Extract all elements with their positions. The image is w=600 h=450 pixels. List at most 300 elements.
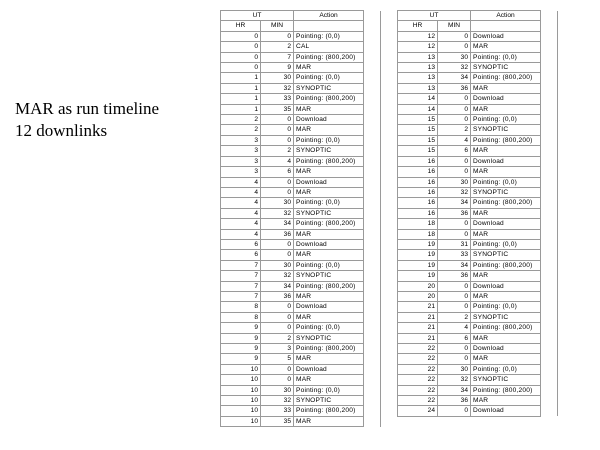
gutter-cell	[364, 354, 381, 364]
table-row	[221, 416, 381, 426]
gutter-cell	[541, 219, 558, 229]
table-row	[221, 83, 381, 93]
minute-cell: 0	[438, 156, 471, 166]
gutter-cell	[364, 396, 381, 406]
gutter-cell	[541, 364, 558, 374]
table-row	[221, 396, 381, 406]
action-cell: SYNOPTIC	[294, 83, 364, 93]
gutter-cell	[541, 208, 558, 218]
minute-cell: 2	[261, 146, 294, 156]
hour-cell: 3	[221, 135, 261, 145]
hour-cell: 19	[398, 260, 438, 270]
hour-cell: 13	[398, 83, 438, 93]
table-row	[221, 208, 381, 218]
minute-cell: 2	[438, 312, 471, 322]
hour-cell: 12	[398, 42, 438, 52]
timeline-body-left	[221, 31, 381, 426]
hour-cell: 10	[221, 406, 261, 416]
action-cell: Pointing: (0,0)	[471, 302, 541, 312]
action-cell: SYNOPTIC	[294, 146, 364, 156]
action-cell: SYNOPTIC	[294, 396, 364, 406]
table-row	[398, 396, 558, 406]
timeline-table-right	[397, 10, 558, 417]
minute-cell: 0	[438, 281, 471, 291]
table-row	[221, 52, 381, 62]
action-cell: Download	[471, 219, 541, 229]
action-cell: Pointing: (0,0)	[471, 177, 541, 187]
minute-cell: 0	[438, 31, 471, 41]
gutter-cell	[364, 239, 381, 249]
hour-cell: 16	[398, 198, 438, 208]
table-row	[398, 187, 558, 197]
action-cell: Pointing: (0,0)	[471, 239, 541, 249]
action-cell: MAR	[294, 187, 364, 197]
minute-cell: 36	[261, 229, 294, 239]
hour-cell: 9	[221, 354, 261, 364]
hour-cell: 16	[398, 208, 438, 218]
gutter-cell	[541, 354, 558, 364]
action-cell: Pointing: (800,200)	[294, 156, 364, 166]
hour-cell: 10	[221, 416, 261, 426]
table-row	[398, 135, 558, 145]
action-cell: Pointing: (800,200)	[294, 344, 364, 354]
hour-cell: 14	[398, 94, 438, 104]
table-row	[221, 31, 381, 41]
action-cell: MAR	[471, 396, 541, 406]
gutter-cell	[541, 104, 558, 114]
gutter-cell	[541, 31, 558, 41]
gutter-cell	[541, 177, 558, 187]
gutter-cell	[364, 260, 381, 270]
hour-cell: 10	[221, 396, 261, 406]
action-cell: Pointing: (0,0)	[294, 135, 364, 145]
hour-cell: 24	[398, 406, 438, 416]
hour-cell: 13	[398, 52, 438, 62]
action-cell: SYNOPTIC	[471, 312, 541, 322]
minute-cell: 3	[261, 344, 294, 354]
gutter-cell	[364, 115, 381, 125]
action-cell: Pointing: (0,0)	[471, 52, 541, 62]
minute-cell: 32	[438, 187, 471, 197]
gutter-cell	[364, 42, 381, 52]
hour-cell: 7	[221, 260, 261, 270]
gutter-cell	[364, 125, 381, 135]
gutter-cell	[364, 281, 381, 291]
action-cell: MAR	[471, 291, 541, 301]
hour-cell: 9	[221, 323, 261, 333]
gutter-cell	[541, 156, 558, 166]
gutter-cell	[364, 229, 381, 239]
hour-cell: 4	[221, 177, 261, 187]
table-row	[398, 115, 558, 125]
action-cell: SYNOPTIC	[294, 333, 364, 343]
gutter-cell	[364, 312, 381, 322]
action-cell: Pointing: (0,0)	[294, 198, 364, 208]
table-row	[398, 260, 558, 270]
action-cell: SYNOPTIC	[294, 208, 364, 218]
table-row	[221, 125, 381, 135]
table-row	[398, 63, 558, 73]
table-row	[398, 125, 558, 135]
hour-cell: 18	[398, 229, 438, 239]
table-row	[398, 198, 558, 208]
hour-cell: 16	[398, 177, 438, 187]
table-row	[221, 312, 381, 322]
hour-cell: 14	[398, 104, 438, 114]
hour-cell: 10	[221, 364, 261, 374]
minute-cell: 32	[438, 63, 471, 73]
minute-cell: 30	[438, 364, 471, 374]
gutter-cell	[364, 156, 381, 166]
minute-cell: 0	[261, 31, 294, 41]
gutter-cell	[541, 63, 558, 73]
action-subheader	[294, 21, 364, 31]
minute-cell: 0	[261, 250, 294, 260]
minute-cell: 32	[261, 271, 294, 281]
gutter-cell	[541, 135, 558, 145]
gutter-cell	[364, 198, 381, 208]
action-cell: MAR	[471, 229, 541, 239]
minute-cell: 0	[261, 187, 294, 197]
action-cell: Download	[294, 302, 364, 312]
minute-cell: 34	[438, 385, 471, 395]
action-cell: SYNOPTIC	[471, 63, 541, 73]
minute-cell: 32	[261, 396, 294, 406]
minute-cell: 0	[261, 364, 294, 374]
table-row	[398, 177, 558, 187]
hour-cell: 4	[221, 219, 261, 229]
action-cell: Pointing: (800,200)	[471, 385, 541, 395]
hour-cell: 1	[221, 94, 261, 104]
gutter-cell	[541, 281, 558, 291]
table-row	[398, 323, 558, 333]
gutter-cell	[541, 146, 558, 156]
gutter-cell	[364, 11, 381, 21]
action-cell: MAR	[294, 354, 364, 364]
minute-cell: 0	[438, 219, 471, 229]
hour-cell: 6	[221, 250, 261, 260]
table-row	[398, 104, 558, 114]
gutter-cell	[541, 21, 558, 31]
hour-cell: 19	[398, 271, 438, 281]
minute-cell: 0	[438, 344, 471, 354]
gutter-cell	[541, 11, 558, 21]
hour-cell: 13	[398, 63, 438, 73]
table-row	[221, 229, 381, 239]
minute-cell: 2	[261, 333, 294, 343]
table-row	[221, 239, 381, 249]
minute-cell: 30	[261, 73, 294, 83]
table-row	[398, 239, 558, 249]
minute-cell: 7	[261, 52, 294, 62]
action-cell: Download	[471, 156, 541, 166]
action-cell: Download	[294, 364, 364, 374]
gutter-cell	[541, 385, 558, 395]
minute-cell: 32	[438, 375, 471, 385]
slide-caption	[15, 98, 159, 142]
minute-cell: 0	[261, 375, 294, 385]
table-row	[221, 187, 381, 197]
gutter-cell	[364, 135, 381, 145]
action-cell: Pointing: (800,200)	[471, 135, 541, 145]
action-cell: MAR	[294, 63, 364, 73]
hour-cell: 7	[221, 281, 261, 291]
table-row	[221, 177, 381, 187]
action-cell: Pointing: (0,0)	[294, 73, 364, 83]
action-cell: Pointing: (800,200)	[294, 281, 364, 291]
hour-cell: 9	[221, 333, 261, 343]
gutter-cell	[364, 167, 381, 177]
table-row	[398, 31, 558, 41]
gutter-cell	[364, 375, 381, 385]
hour-cell: 0	[221, 31, 261, 41]
minute-cell: 30	[261, 198, 294, 208]
action-cell: MAR	[471, 208, 541, 218]
min-header: MIN	[438, 21, 471, 31]
table-row	[398, 302, 558, 312]
action-cell: Pointing: (800,200)	[471, 73, 541, 83]
minute-cell: 5	[261, 354, 294, 364]
minute-cell: 34	[438, 73, 471, 83]
action-cell: Pointing: (800,200)	[294, 94, 364, 104]
minute-cell: 36	[438, 396, 471, 406]
action-cell: MAR	[471, 333, 541, 343]
action-cell: MAR	[471, 271, 541, 281]
minute-cell: 6	[438, 333, 471, 343]
table-row	[398, 73, 558, 83]
hour-cell: 22	[398, 396, 438, 406]
hour-cell: 1	[221, 104, 261, 114]
hour-cell: 22	[398, 364, 438, 374]
ut-header: UT	[398, 11, 471, 21]
gutter-cell	[541, 396, 558, 406]
table-row	[221, 302, 381, 312]
action-cell: Download	[471, 31, 541, 41]
table-row	[221, 198, 381, 208]
hr-header: HR	[221, 21, 261, 31]
hour-cell: 9	[221, 344, 261, 354]
minute-cell: 0	[261, 302, 294, 312]
hour-cell: 15	[398, 125, 438, 135]
hour-cell: 15	[398, 115, 438, 125]
hour-cell: 16	[398, 167, 438, 177]
action-cell: MAR	[471, 42, 541, 52]
gutter-cell	[364, 416, 381, 426]
action-cell: Pointing: (800,200)	[294, 52, 364, 62]
hour-cell: 22	[398, 354, 438, 364]
action-cell: MAR	[294, 167, 364, 177]
minute-cell: 30	[261, 385, 294, 395]
minute-cell: 0	[438, 104, 471, 114]
table-row	[221, 291, 381, 301]
action-cell: MAR	[471, 146, 541, 156]
hour-cell: 21	[398, 323, 438, 333]
gutter-cell	[364, 219, 381, 229]
ut-header: UT	[221, 11, 294, 21]
hour-cell: 15	[398, 135, 438, 145]
action-cell: MAR	[294, 250, 364, 260]
minute-cell: 36	[261, 291, 294, 301]
action-cell: SYNOPTIC	[471, 375, 541, 385]
action-cell: MAR	[294, 104, 364, 114]
action-cell: Download	[471, 406, 541, 416]
table-row	[221, 281, 381, 291]
hour-cell: 10	[221, 385, 261, 395]
table-row	[221, 115, 381, 125]
caption-subtitle: 12 downlinks	[15, 121, 108, 140]
hour-cell: 0	[221, 63, 261, 73]
table-row	[398, 375, 558, 385]
action-cell: MAR	[294, 291, 364, 301]
gutter-cell	[541, 187, 558, 197]
timeline-body-right	[398, 31, 558, 416]
gutter-cell	[364, 177, 381, 187]
table-row	[221, 146, 381, 156]
table-row	[221, 42, 381, 52]
table-row	[398, 219, 558, 229]
minute-cell: 31	[438, 239, 471, 249]
minute-cell: 0	[261, 239, 294, 249]
gutter-cell	[364, 94, 381, 104]
minute-cell: 32	[261, 83, 294, 93]
gutter-cell	[364, 333, 381, 343]
table-row	[221, 354, 381, 364]
action-cell: MAR	[471, 104, 541, 114]
table-row	[398, 83, 558, 93]
minute-cell: 36	[438, 208, 471, 218]
minute-cell: 30	[261, 260, 294, 270]
table-row	[398, 354, 558, 364]
table-row	[398, 333, 558, 343]
minute-cell: 33	[438, 250, 471, 260]
action-cell: Pointing: (800,200)	[294, 219, 364, 229]
hour-cell: 22	[398, 375, 438, 385]
minute-cell: 36	[438, 271, 471, 281]
gutter-cell	[364, 83, 381, 93]
gutter-cell	[541, 83, 558, 93]
gutter-cell	[541, 323, 558, 333]
minute-cell: 36	[438, 83, 471, 93]
minute-cell: 0	[438, 42, 471, 52]
timeline-table-left	[220, 10, 381, 427]
action-cell: Pointing: (0,0)	[294, 260, 364, 270]
action-subheader	[471, 21, 541, 31]
table-row	[221, 73, 381, 83]
action-cell: Download	[294, 177, 364, 187]
minute-cell: 33	[261, 406, 294, 416]
gutter-cell	[364, 52, 381, 62]
table-row	[398, 94, 558, 104]
table-row	[221, 219, 381, 229]
gutter-cell	[364, 31, 381, 41]
hour-cell: 3	[221, 167, 261, 177]
table-row	[221, 104, 381, 114]
minute-cell: 34	[438, 260, 471, 270]
table-row	[398, 385, 558, 395]
table-row	[398, 291, 558, 301]
gutter-cell	[364, 73, 381, 83]
hour-cell: 4	[221, 198, 261, 208]
gutter-cell	[541, 250, 558, 260]
hour-cell: 1	[221, 73, 261, 83]
gutter-cell	[541, 333, 558, 343]
table-row	[398, 344, 558, 354]
table-row	[221, 375, 381, 385]
action-cell: Pointing: (0,0)	[294, 31, 364, 41]
gutter-cell	[541, 125, 558, 135]
action-cell: MAR	[471, 167, 541, 177]
gutter-cell	[541, 198, 558, 208]
minute-cell: 30	[438, 177, 471, 187]
hour-cell: 19	[398, 239, 438, 249]
table-row	[398, 42, 558, 52]
action-cell: Pointing: (800,200)	[471, 260, 541, 270]
table-row	[221, 260, 381, 270]
minute-cell: 0	[438, 354, 471, 364]
min-header: MIN	[261, 21, 294, 31]
hour-cell: 21	[398, 302, 438, 312]
table-row	[398, 250, 558, 260]
table-row	[398, 312, 558, 322]
action-cell: MAR	[471, 83, 541, 93]
minute-cell: 0	[438, 229, 471, 239]
gutter-cell	[541, 312, 558, 322]
gutter-cell	[541, 73, 558, 83]
action-cell: Pointing: (0,0)	[294, 323, 364, 333]
gutter-cell	[364, 250, 381, 260]
gutter-cell	[364, 302, 381, 312]
minute-cell: 2	[438, 125, 471, 135]
hour-cell: 3	[221, 146, 261, 156]
minute-cell: 0	[438, 115, 471, 125]
gutter-cell	[364, 323, 381, 333]
table-row	[221, 156, 381, 166]
minute-cell: 0	[261, 125, 294, 135]
hour-cell: 7	[221, 291, 261, 301]
action-cell: MAR	[294, 312, 364, 322]
table-row	[398, 281, 558, 291]
action-cell: MAR	[294, 416, 364, 426]
table-row	[398, 208, 558, 218]
gutter-cell	[541, 260, 558, 270]
gutter-cell	[541, 302, 558, 312]
hour-cell: 4	[221, 208, 261, 218]
minute-cell: 6	[438, 146, 471, 156]
table-row	[221, 333, 381, 343]
table-row	[398, 364, 558, 374]
table-row	[398, 406, 558, 416]
hour-cell: 8	[221, 312, 261, 322]
action-cell: MAR	[471, 354, 541, 364]
minute-cell: 0	[438, 406, 471, 416]
hour-cell: 13	[398, 73, 438, 83]
table-row	[398, 167, 558, 177]
action-header: Action	[294, 11, 364, 21]
hour-cell: 22	[398, 385, 438, 395]
minute-cell: 0	[438, 302, 471, 312]
gutter-cell	[541, 94, 558, 104]
hour-cell: 0	[221, 42, 261, 52]
gutter-cell	[364, 406, 381, 416]
minute-cell: 4	[438, 323, 471, 333]
minute-cell: 0	[261, 115, 294, 125]
gutter-cell	[541, 291, 558, 301]
table-row	[221, 385, 381, 395]
hr-header: HR	[398, 21, 438, 31]
gutter-cell	[541, 344, 558, 354]
minute-cell: 0	[438, 291, 471, 301]
minute-cell: 4	[438, 135, 471, 145]
